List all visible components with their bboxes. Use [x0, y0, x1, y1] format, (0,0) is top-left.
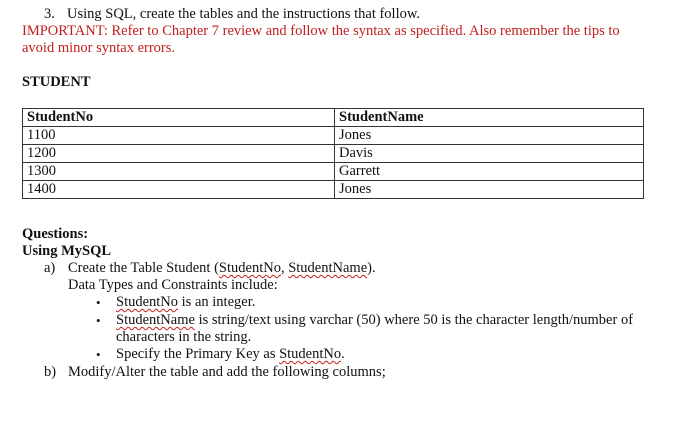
bullet-2-text: [116, 312, 633, 329]
item-a-prefix: Create the Table Student (: [68, 260, 219, 276]
header-studentname: StudentName: [335, 109, 644, 127]
term-studentname: StudentName: [116, 312, 195, 328]
question-intro: Using SQL, create the tables and the instructions that follow.: [67, 6, 421, 22]
bullet-3-dot: •: [96, 347, 101, 362]
bullet-2-rest: is string/text using varchar (50) where 50 is the character length/number of: [194, 312, 634, 328]
table-row: [23, 181, 644, 199]
student-table: [22, 108, 644, 199]
cell-studentname: Jones: [335, 127, 644, 145]
bullet-2-dot: •: [96, 313, 101, 328]
bullet-2-line2: characters in the string.: [116, 329, 252, 345]
cell-studentno: 1200: [23, 145, 335, 163]
term-studentno: StudentNo: [279, 346, 342, 362]
bullet-3-suffix: .: [341, 346, 345, 362]
item-a-sep: ,: [280, 260, 289, 276]
item-a-text: [68, 260, 376, 277]
bullet-1-text: [116, 294, 255, 311]
table-row: [23, 163, 644, 181]
term-studentno: StudentNo: [116, 294, 179, 310]
cell-studentname: Garrett: [335, 163, 644, 181]
bullet-1-rest: is an integer.: [178, 294, 256, 310]
questions-subheading: Using MySQL: [22, 243, 112, 259]
header-studentno: StudentNo: [23, 109, 335, 127]
cell-studentno: 1100: [23, 127, 335, 145]
table-row: [23, 127, 644, 145]
cell-studentname: Davis: [335, 145, 644, 163]
important-note-line1: IMPORTANT: Refer to Chapter 7 review and follow the syntax as specified. Also remember the tips to: [22, 23, 620, 39]
table-header-row: [23, 109, 644, 127]
item-b-text: Modify/Alter the table and add the following columns;: [68, 364, 386, 380]
item-b-label: b): [44, 364, 57, 380]
bullet-3-text: [116, 346, 345, 363]
bullet-1-dot: •: [96, 295, 101, 310]
table-title: STUDENT: [22, 74, 91, 90]
table-row: [23, 145, 644, 163]
cell-studentno: 1400: [23, 181, 335, 199]
bullet-3-prefix: Specify the Primary Key as: [116, 346, 280, 362]
item-a-label: a): [44, 260, 56, 276]
constraints-intro: Data Types and Constraints include:: [68, 277, 278, 293]
questions-heading: Questions:: [22, 226, 89, 242]
cell-studentno: 1300: [23, 163, 335, 181]
term-studentno: StudentNo: [218, 260, 281, 276]
important-note-line2: avoid minor syntax errors.: [22, 40, 176, 56]
cell-studentname: Jones: [335, 181, 644, 199]
item-a-suffix: ).: [367, 260, 376, 276]
term-studentname: StudentName: [288, 260, 368, 276]
question-number: 3.: [44, 6, 55, 22]
